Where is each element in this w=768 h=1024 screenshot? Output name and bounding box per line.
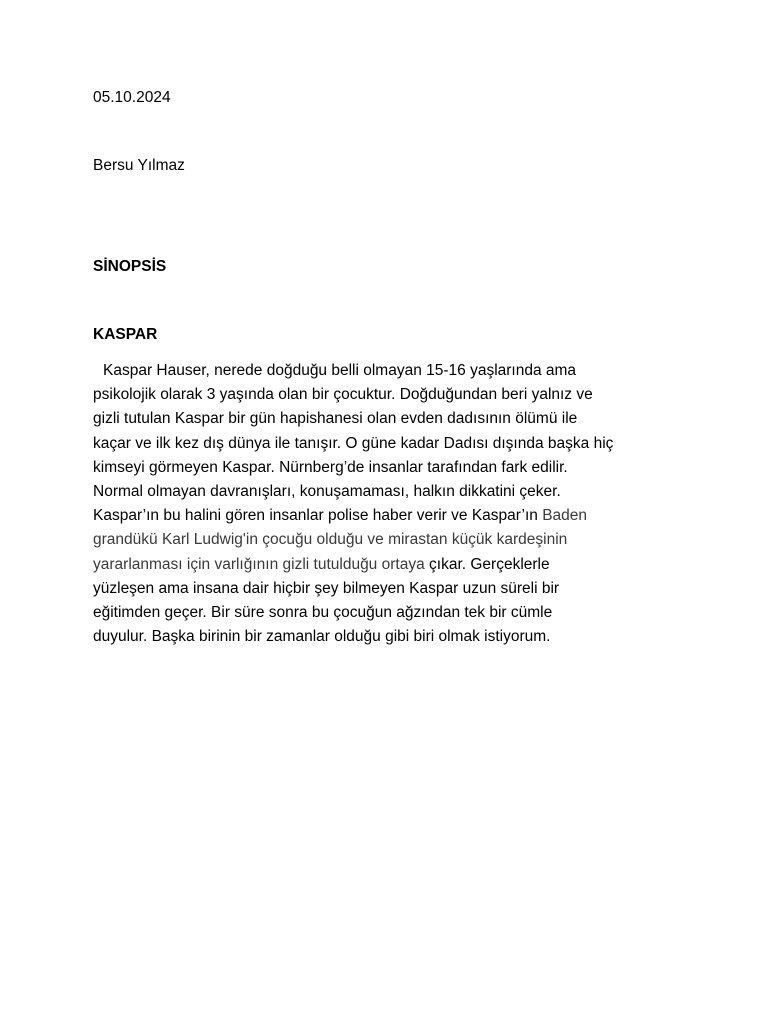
paragraph-line: Kaspar’ın bu halini gören insanlar polise haber verir ve Kaspar’ın Baden xyxy=(93,507,588,525)
quoted-text: yararlanması için varlığının gizli tutulduğu ortaya xyxy=(93,555,425,573)
paragraph-line: Kaspar Hauser, nerede doğduğu belli olmayan 15-16 yaşlarında ama xyxy=(103,362,577,379)
paragraph-line: grandükü Karl Ludwig'in çocuğu olduğu ve mirastan küçük kardeşinin xyxy=(93,531,568,549)
paragraph-line: yararlanması için varlığının gizli tutulduğu ortaya çıkar. Gerçeklerle xyxy=(93,555,550,573)
paragraph-line: gizli tutulan Kaspar bir gün hapishanesi olan evden dadısının ölümü ile xyxy=(93,410,578,428)
section-heading: SİNOPSİS xyxy=(93,258,167,275)
document-date: 05.10.2024 xyxy=(93,89,171,106)
synopsis-paragraph xyxy=(93,359,673,649)
quoted-text: Baden xyxy=(542,507,588,525)
story-title: KASPAR xyxy=(93,326,158,343)
paragraph-line: eğitimden geçer. Bir süre sonra bu çocuğun ağzından tek bir cümle xyxy=(93,604,553,622)
paragraph-line: Normal olmayan davranışları, konuşamaması, halkın dikkatini çeker. xyxy=(93,483,561,501)
paragraph-line: duyulur. Başka birinin bir zamanlar olduğu gibi biri olmak istiyorum. xyxy=(93,628,551,646)
author-name: Bersu Yılmaz xyxy=(93,157,185,174)
paragraph-line: kimseyi görmeyen Kaspar. Nürnberg’de insanlar tarafından fark edilir. xyxy=(93,458,568,476)
paragraph-line: psikolojik olarak 3 yaşında olan bir çocuktur. Doğduğundan beri yalnız ve xyxy=(93,386,593,404)
paragraph-line: yüzleşen ama insana dair hiçbir şey bilmeyen Kaspar uzun süreli bir xyxy=(93,579,560,597)
paragraph-line: kaçar ve ilk kez dış dünya ile tanışır. O güne kadar Dadısı dışında başka hiç xyxy=(93,434,614,452)
